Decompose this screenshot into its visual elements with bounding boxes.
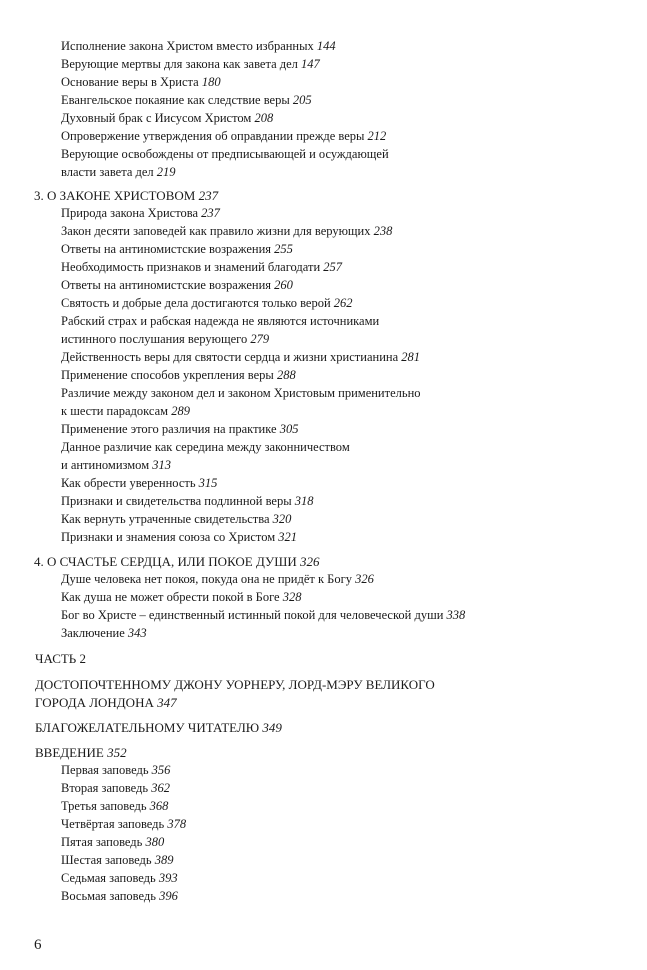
toc-entry-page: 343 [127,626,147,640]
toc-entry-page: 378 [167,817,187,831]
toc-entry-page: 205 [292,93,312,107]
toc-entry-page: 338 [446,608,466,622]
toc-entry-title: Третья заповедь [61,799,147,813]
toc-entry [61,223,392,240]
toc-entry-title: Первая заповедь [61,763,149,777]
toc-entry-page: 262 [333,296,353,310]
toc-entry [61,205,220,222]
toc-entry [61,241,293,258]
toc-entry-page: 208 [254,111,274,125]
toc-entry-title: Ответы на антиномистские возражения [61,242,272,256]
toc-entry-page: 396 [159,889,178,903]
toc-entry [61,457,171,474]
toc-entry-page: 362 [151,781,170,795]
toc-entry [61,367,296,384]
toc-entry-title: Признаки и знамения союза со Христом [61,530,276,544]
toc-entry [61,834,164,851]
toc-entry [61,529,297,546]
toc-entry-page: 368 [149,799,169,813]
toc-entry-page: 238 [373,224,393,238]
toc-entry-title: ЧАСТЬ 2 [35,651,87,666]
toc-entry-page: 255 [274,242,293,256]
toc-entry-title: Как обрести уверенность [61,476,196,490]
toc-entry-page: 318 [294,494,314,508]
toc-entry-title: Применение этого различия на практике [61,422,277,436]
toc-entry [61,780,170,797]
toc-entry-title: Духовный брак с Иисусом Христом [61,111,252,125]
toc-entry [61,589,301,606]
toc-entry-page: 326 [299,554,320,569]
toc-entry-page: 313 [152,458,171,472]
toc-entry [35,650,86,667]
toc-entry-page: 349 [262,720,282,735]
toc-entry-page: 279 [250,332,270,346]
toc-entry-title: Ответы на антиномистские возражения [61,278,272,292]
toc-entry-title: 3. О ЗАКОНЕ ХРИСТОВОМ [34,188,196,203]
toc-entry [61,259,342,276]
toc-entry-title: Святость и добрые дела достигаются только верой [61,296,331,310]
toc-entry-title: Восьмая заповедь [61,889,156,903]
toc-entry-page: 289 [171,404,190,418]
toc-entry [61,128,386,145]
toc-entry [61,888,178,905]
toc-entry-title: Закон десяти заповедей как правило жизни для верующих [61,224,371,238]
toc-entry [61,92,312,109]
toc-entry-title: и антиномизмом [61,458,150,472]
toc-entry-page: 212 [367,129,387,143]
toc-entry-title: Шестая заповедь [61,853,152,867]
toc-entry-title: Заключение [61,626,125,640]
toc-entry [61,403,190,420]
toc-entry [61,110,273,127]
toc-entry [61,295,353,312]
toc-entry-title: Необходимость признаков и знамений благодати [61,260,321,274]
toc-entry [35,719,282,736]
toc-entry-page: 237 [201,206,220,220]
toc-entry [61,625,147,642]
toc-entry-page: 321 [278,530,298,544]
toc-entry-page: 315 [198,476,218,490]
toc-entry [61,277,293,294]
toc-entry-page: 144 [316,39,336,53]
toc-entry [61,571,374,588]
toc-entry-title: Исполнение закона Христом вместо избранных [61,39,314,53]
toc-entry [61,607,465,624]
toc-entry-page: 326 [355,572,374,586]
page-number: 6 [34,937,42,953]
toc-entry-title: истинного послушания верующего [61,332,248,346]
toc-entry-title: Верующие освобождены от предписывающей и осуждающей [61,147,389,161]
toc-entry [35,694,177,711]
toc-entry-title: Основание веры в Христа [61,75,199,89]
toc-entry-page: 257 [323,260,343,274]
toc-entry [61,439,350,456]
toc-entry-title: Седьмая заповедь [61,871,156,885]
toc-entry-title: ВВЕДЕНИЕ [35,745,104,760]
toc-entry-title: Признаки и свидетельства подлинной веры [61,494,292,508]
toc-entry [35,744,127,761]
toc-entry-page: 389 [154,853,174,867]
toc-entry [61,74,221,91]
toc-entry-title: Бог во Христе – единственный истинный покой для человеческой души [61,608,444,622]
toc-entry [61,870,178,887]
toc-entry [61,146,389,163]
toc-entry [61,852,173,869]
toc-entry-title: ДОСТОПОЧТЕННОМУ ДЖОНУ УОРНЕРУ, ЛОРД-МЭРУ ВЕЛИКОГО [35,677,435,692]
toc-entry-page: 219 [156,165,176,179]
toc-entry-page: 288 [276,368,296,382]
toc-entry [61,331,269,348]
toc-entry [61,421,298,438]
toc-entry [35,676,435,693]
toc-entry-title: Пятая заповедь [61,835,143,849]
toc-entry-title: Природа закона Христова [61,206,199,220]
toc-entry-title: Действенность веры для святости сердца и жизни христианина [61,350,399,364]
toc-entry-title: ГОРОДА ЛОНДОНА [35,695,154,710]
toc-entry-title: Верующие мертвы для закона как завета дел [61,57,298,71]
toc-entry-title: Как душа не может обрести покой в Боге [61,590,280,604]
toc-entry-title: Душе человека нет покоя, покуда она не придёт к Богу [61,572,352,586]
toc-entry-page: 281 [401,350,420,364]
toc-entry-page: 180 [201,75,221,89]
toc-entry-title: Вторая заповедь [61,781,149,795]
toc-entry-page: 347 [157,695,177,710]
toc-entry-title: Опровержение утверждения об оправдании прежде веры [61,129,365,143]
toc-entry-title: власти завета дел [61,165,154,179]
toc-entry-page: 320 [272,512,292,526]
toc-entry [61,313,379,330]
toc-entry-title: Различие между законом дел и законом Христовым применительно [61,386,421,400]
toc-entry [61,475,217,492]
toc-entry [61,798,168,815]
toc-entry-page: 393 [158,871,178,885]
toc-entry-page: 328 [282,590,302,604]
toc-entry-page: 147 [301,57,320,71]
toc-entry-page: 352 [107,745,127,760]
toc-entry-page: 260 [274,278,293,292]
toc-entry [61,511,291,528]
toc-entry-title: Как вернуть утраченные свидетельства [61,512,270,526]
toc-entry-title: БЛАГОЖЕЛАТЕЛЬНОМУ ЧИТАТЕЛЮ [35,720,260,735]
toc-entry-page: 237 [198,188,219,203]
toc-entry-page: 305 [279,422,299,436]
toc-entry-title: Евангельское покаяние как следствие веры [61,93,290,107]
toc-entry [61,38,336,55]
toc-entry [61,56,320,73]
toc-entry-title: Четвёртая заповедь [61,817,165,831]
toc-entry-title: 4. О СЧАСТЬЕ СЕРДЦА, ИЛИ ПОКОЕ ДУШИ [34,554,297,569]
toc-entry-title: Применение способов укрепления веры [61,368,274,382]
toc-entry [34,187,218,204]
toc-entry-title: Рабский страх и рабская надежда не являются источниками [61,314,380,328]
toc-entry [34,553,319,570]
toc-entry [61,164,176,181]
toc-entry-page: 380 [145,835,165,849]
toc-entry [61,493,313,510]
toc-entry [61,385,421,402]
toc-entry [61,349,420,366]
toc-entry-title: к шести парадоксам [61,404,169,418]
toc-entry-page: 356 [151,763,171,777]
toc-entry [61,762,170,779]
toc-entry-title: Данное различие как середина между законничеством [61,440,350,454]
toc-entry [61,816,186,833]
